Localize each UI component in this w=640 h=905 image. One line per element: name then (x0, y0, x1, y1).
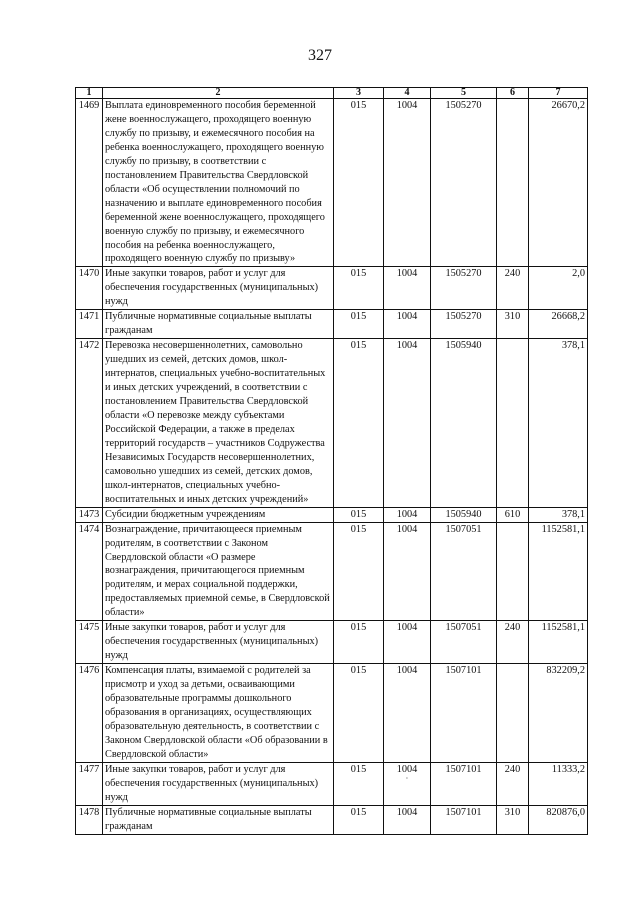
ministry-code: 015 (334, 621, 384, 664)
amount: 26668,2 (529, 310, 588, 339)
section-code: 1004 (384, 310, 431, 339)
amount: 378,1 (529, 507, 588, 522)
column-header: 6 (497, 88, 529, 99)
header-row (76, 88, 588, 99)
section-code: 1004 (384, 621, 431, 664)
expense-type-code: 610 (497, 507, 529, 522)
table-row (76, 267, 588, 310)
column-header: 4 (384, 88, 431, 99)
table-row (76, 664, 588, 763)
target-article-code: 1505940 (431, 339, 497, 507)
table-row (76, 339, 588, 507)
amount: 832209,2 (529, 664, 588, 763)
table-row (76, 805, 588, 834)
section-code: 1004 (384, 99, 431, 267)
section-code: 1004 (384, 522, 431, 621)
amount: 26670,2 (529, 99, 588, 267)
item-name: Публичные нормативные социальные выплаты гражданам (103, 805, 334, 834)
item-name: Публичные нормативные социальные выплаты гражданам (103, 310, 334, 339)
section-code: 1004 (384, 339, 431, 507)
target-article-code: 1507051 (431, 621, 497, 664)
expense-type-code: 240 (497, 762, 529, 805)
amount: 1152581,1 (529, 522, 588, 621)
amount: 378,1 (529, 339, 588, 507)
ministry-code: 015 (334, 664, 384, 763)
ministry-code: 015 (334, 99, 384, 267)
section-code: 1004 (384, 267, 431, 310)
amount: 11333,2 (529, 762, 588, 805)
table-row (76, 507, 588, 522)
target-article-code: 1505270 (431, 99, 497, 267)
section-code: 1004 (384, 664, 431, 763)
ministry-code: 015 (334, 339, 384, 507)
expense-type-code (497, 339, 529, 507)
row-number: 1470 (76, 267, 103, 310)
item-name: Перевозка несовершеннолетних, самовольно ушедших из семей, детских домов, школ-интернатов, специальных учебно-воспитательных и иных детских учреждений, в соответствии с постановлением Правительства Свердловской области «О перевозке между субъектами Российской Федерации, а также в пределах территорий государств – участников Содружества Независимых Государств несовершеннолетних, самовольно ушедших из семей, детских домов, школ-интернатов, специальных учебно-воспитательных и иных детских учреждений» (103, 339, 334, 507)
ministry-code: 015 (334, 522, 384, 621)
target-article-code: 1507101 (431, 664, 497, 763)
item-name: Вознаграждение, причитающееся приемным родителям, в соответствии с Законом Свердловской области «О размере вознаграждения, причитающегося приемным родителям, и мерах социальной поддержки, предоставляемых приемной семье, в Свердловской области» (103, 522, 334, 621)
amount: 1152581,1 (529, 621, 588, 664)
item-name: Выплата единовременного пособия беременной жене военнослужащего, проходящего военную службу по призыву, и ежемесячного пособия на ребенка военнослужащего, проходящего военную службу по призыву, в соответствии с постановлением Правительства Свердловской области «Об осуществлении полномочий по назначению и выплате единовременного пособия беременной жене военнослужащего, проходящего военную службу по призыву, и ежемесячного пособия на ребенка военнослужащего, проходящего военную службу по призыву» (103, 99, 334, 267)
item-name: Компенсация платы, взимаемой с родителей за присмотр и уход за детьми, осваивающими образовательные программы дошкольного образования в организациях, осуществляющих образовательную деятельность, в соответствии с Законом Свердловской области «Об образовании в Свердловской области» (103, 664, 334, 763)
item-name: Субсидии бюджетным учреждениям (103, 507, 334, 522)
row-number: 1478 (76, 805, 103, 834)
page-number: 327 (308, 47, 332, 64)
column-header: 2 (103, 88, 334, 99)
ministry-code: 015 (334, 805, 384, 834)
expense-type-code: 240 (497, 621, 529, 664)
expense-type-code: 240 (497, 267, 529, 310)
table-row (76, 99, 588, 267)
column-header: 7 (529, 88, 588, 99)
column-header: 1 (76, 88, 103, 99)
ministry-code: 015 (334, 310, 384, 339)
ministry-code: 015 (334, 762, 384, 805)
table-row (76, 621, 588, 664)
row-number: 1469 (76, 99, 103, 267)
item-name: Иные закупки товаров, работ и услуг для обеспечения государственных (муниципальных) нужд (103, 267, 334, 310)
row-number: 1474 (76, 522, 103, 621)
target-article-code: 1507101 (431, 762, 497, 805)
column-header: 3 (334, 88, 384, 99)
table-row (76, 762, 588, 805)
amount: 2,0 (529, 267, 588, 310)
target-article-code: 1507051 (431, 522, 497, 621)
budget-table (75, 87, 588, 835)
row-number: 1471 (76, 310, 103, 339)
section-code: 1004 (384, 805, 431, 834)
row-number: 1475 (76, 621, 103, 664)
expense-type-code: 310 (497, 805, 529, 834)
expense-type-code (497, 522, 529, 621)
section-code-value: 1004 (396, 763, 418, 775)
target-article-code: 1505270 (431, 267, 497, 310)
table-row (76, 310, 588, 339)
section-code: 1004 · (384, 762, 431, 805)
target-article-code: 1507101 (431, 805, 497, 834)
row-number: 1477 (76, 762, 103, 805)
section-code: 1004 (384, 507, 431, 522)
ministry-code: 015 (334, 507, 384, 522)
target-article-code: 1505270 (431, 310, 497, 339)
amount: 820876,0 (529, 805, 588, 834)
expense-type-code (497, 664, 529, 763)
table-row (76, 522, 588, 621)
column-header: 5 (431, 88, 497, 99)
item-name: Иные закупки товаров, работ и услуг для обеспечения государственных (муниципальных) нужд (103, 621, 334, 664)
row-number: 1473 (76, 507, 103, 522)
expense-type-code (497, 99, 529, 267)
target-article-code: 1505940 (431, 507, 497, 522)
item-name: Иные закупки товаров, работ и услуг для обеспечения государственных (муниципальных) нужд (103, 762, 334, 805)
row-number: 1472 (76, 339, 103, 507)
row-number: 1476 (76, 664, 103, 763)
expense-type-code: 310 (497, 310, 529, 339)
ministry-code: 015 (334, 267, 384, 310)
